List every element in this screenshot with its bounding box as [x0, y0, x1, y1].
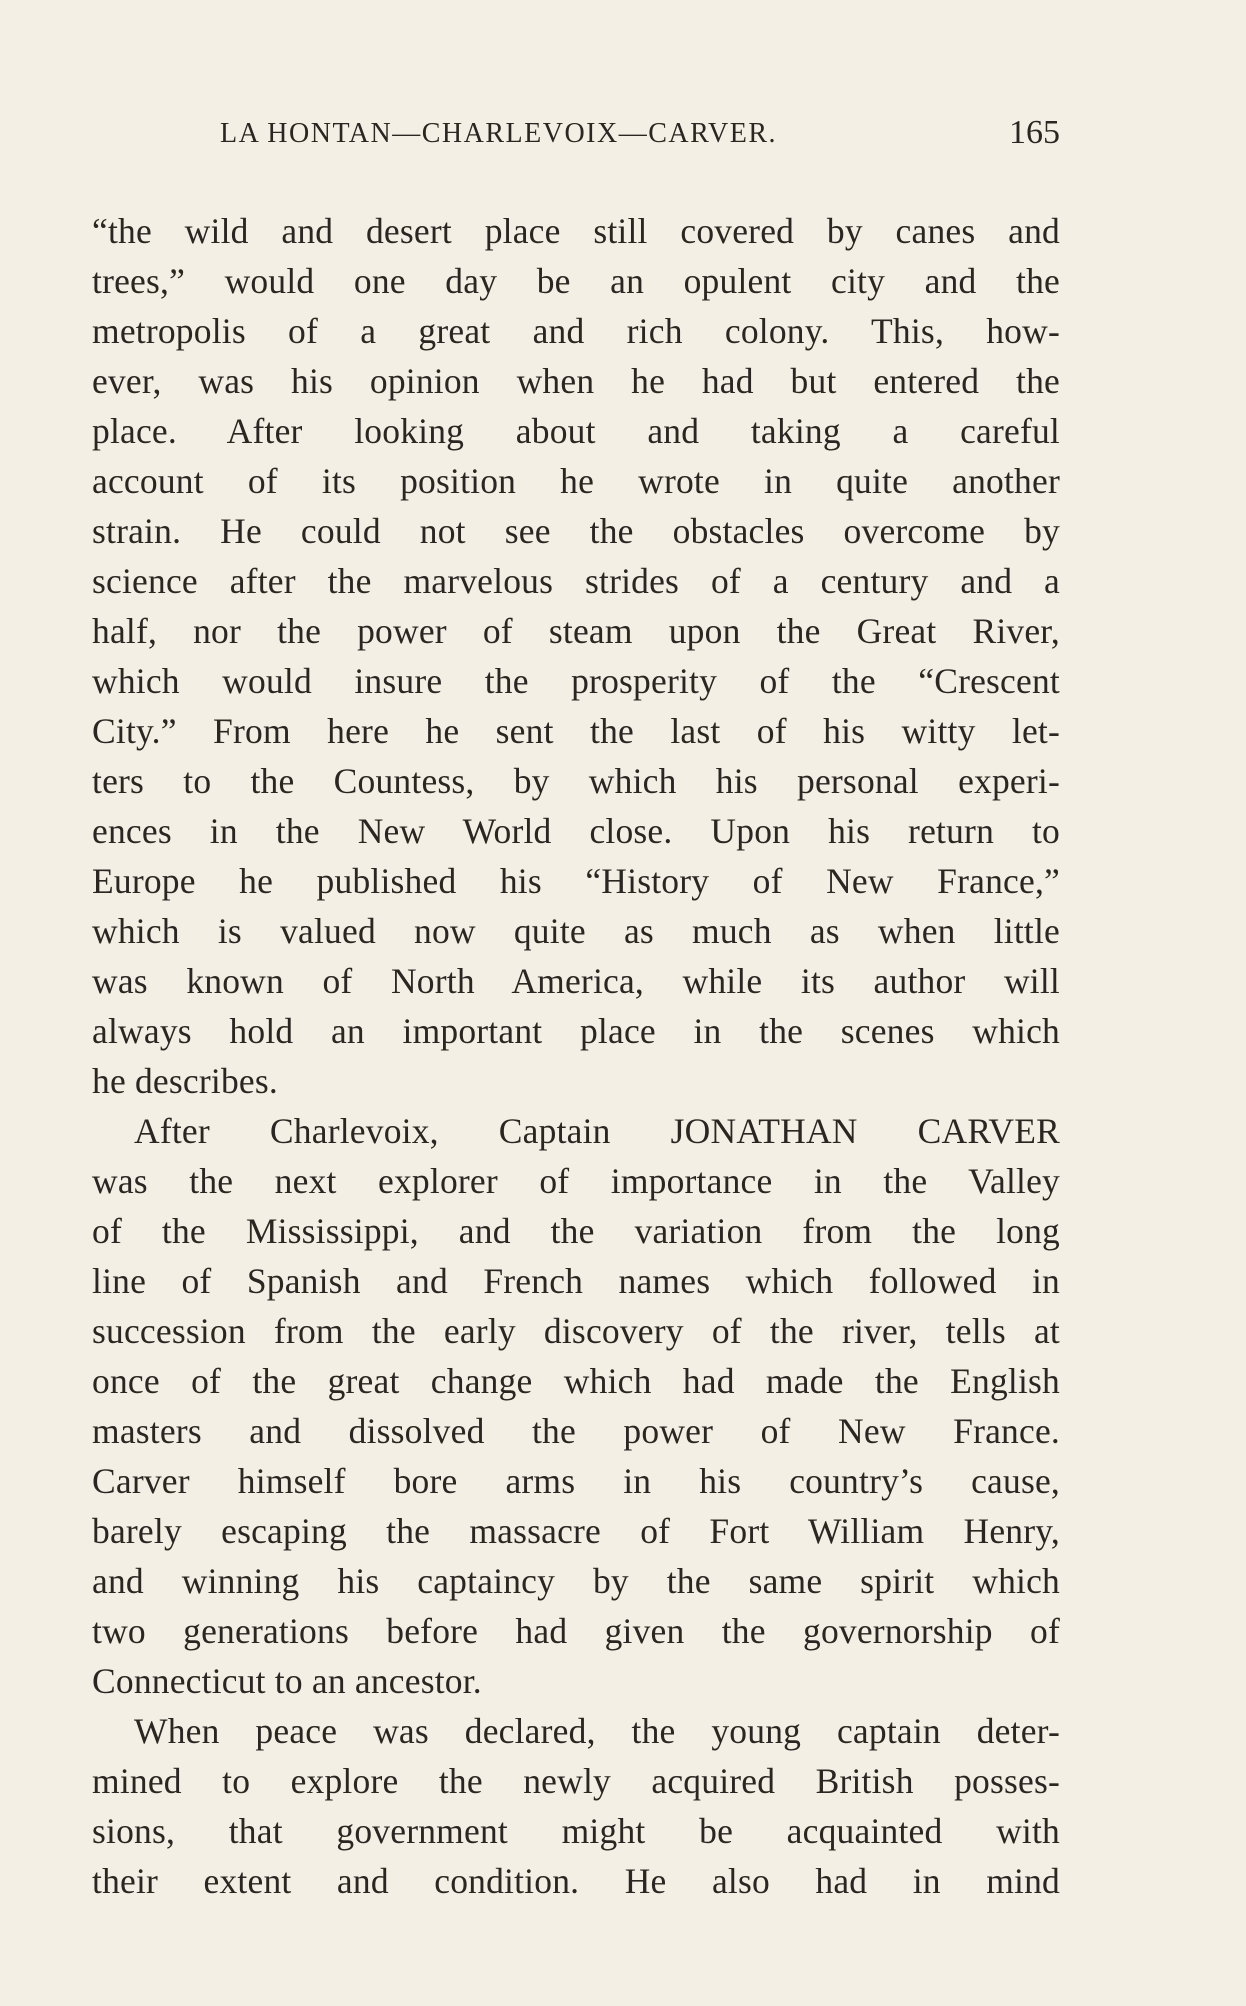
text-line: which would insure the prosperity of the “Crescent — [92, 661, 1060, 701]
paragraph-end-line: Connecticut to an ancestor. — [92, 1661, 482, 1701]
body-text — [92, 206, 1060, 1906]
text-line: science after the marvelous strides of a century and a — [92, 561, 1060, 601]
paragraph-end-line: he describes. — [92, 1061, 278, 1101]
paragraph-start-line: When peace was declared, the young captain deter- — [134, 1711, 1060, 1751]
text-line: once of the great change which had made the English — [92, 1361, 1060, 1401]
text-line: “the wild and desert place still covered by canes and — [92, 211, 1060, 251]
text-line: masters and dissolved the power of New France. — [92, 1411, 1060, 1451]
text-line: line of Spanish and French names which followed in — [92, 1261, 1060, 1301]
text-line: ever, was his opinion when he had but entered the — [92, 361, 1060, 401]
text-line: succession from the early discovery of the river, tells at — [92, 1311, 1060, 1351]
text-line: two generations before had given the governorship of — [92, 1611, 1060, 1651]
text-line: mined to explore the newly acquired British posses- — [92, 1761, 1060, 1801]
text-line: place. After looking about and taking a careful — [92, 411, 1060, 451]
text-line: Europe he published his “History of New France,” — [92, 861, 1060, 901]
text-line: which is valued now quite as much as when little — [92, 911, 1060, 951]
text-line: their extent and condition. He also had in mind — [92, 1861, 1060, 1901]
text-line: of the Mississippi, and the variation from the long — [92, 1211, 1060, 1251]
paragraph-start-line: After Charlevoix, Captain JONATHAN CARVER — [134, 1111, 1060, 1151]
text-line: Carver himself bore arms in his country’s cause, — [92, 1461, 1060, 1501]
text-line: was known of North America, while its author will — [92, 961, 1060, 1001]
running-title: LA HONTAN—CHARLEVOIX—CARVER. — [220, 118, 778, 149]
page-number: 165 — [1009, 114, 1060, 151]
text-line: always hold an important place in the scenes which — [92, 1011, 1060, 1051]
text-line: and winning his captaincy by the same spirit which — [92, 1561, 1060, 1601]
text-line: City.” From here he sent the last of his witty let- — [92, 711, 1060, 751]
running-head — [220, 114, 1060, 158]
text-line: barely escaping the massacre of Fort William Henry, — [92, 1511, 1060, 1551]
text-line: half, nor the power of steam upon the Great River, — [92, 611, 1060, 651]
text-line: trees,” would one day be an opulent city and the — [92, 261, 1060, 301]
text-line: metropolis of a great and rich colony. This, how- — [92, 311, 1060, 351]
text-line: sions, that government might be acquainted with — [92, 1811, 1060, 1851]
text-line: strain. He could not see the obstacles overcome by — [92, 511, 1060, 551]
text-line: ters to the Countess, by which his personal experi- — [92, 761, 1060, 801]
text-line: ences in the New World close. Upon his return to — [92, 811, 1060, 851]
text-line: account of its position he wrote in quite another — [92, 461, 1060, 501]
text-line: was the next explorer of importance in the Valley — [92, 1161, 1060, 1201]
